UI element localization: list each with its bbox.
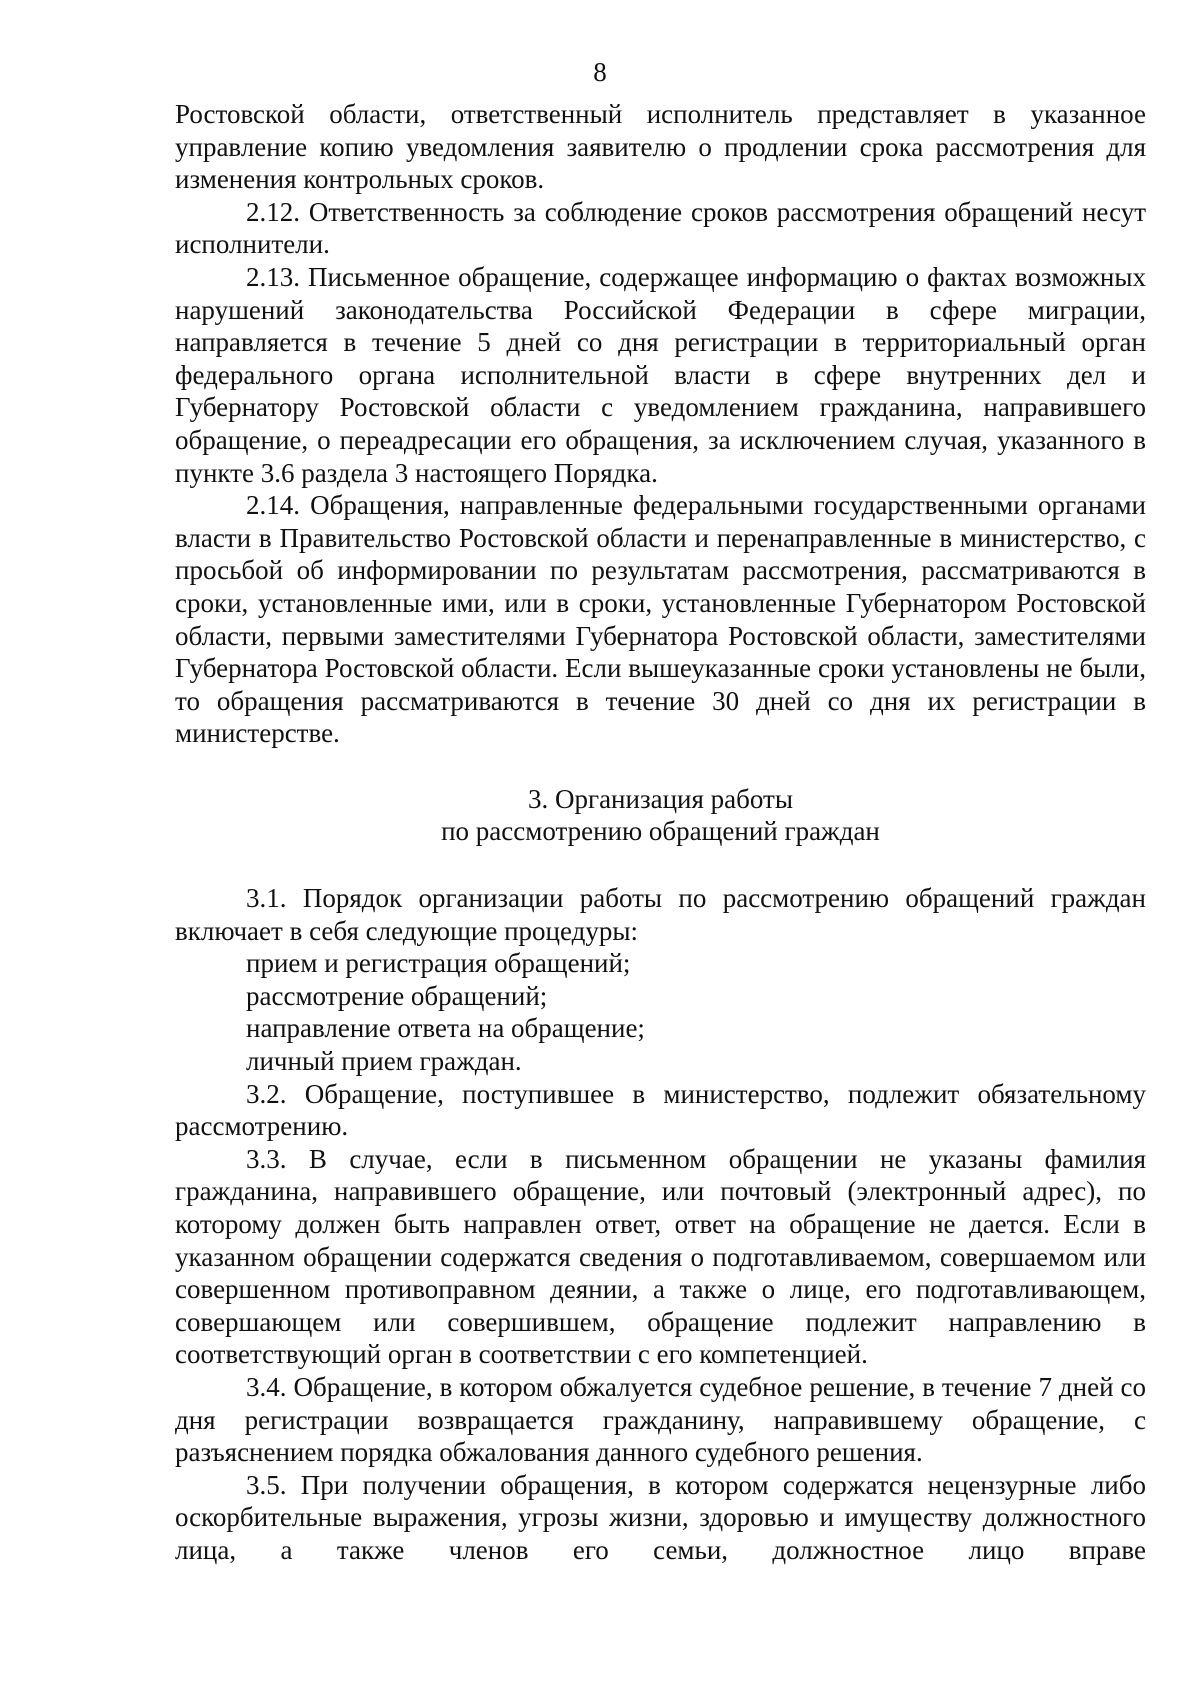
paragraph-3-1: 3.1. Порядок организации работы по рассмотрению обращений граждан включает в себя следующие процедуры:	[175, 883, 1146, 946]
page-number: 8	[593, 57, 607, 87]
paragraph-2-14: 2.14. Обращения, направленные федеральными государственными органами власти в Правительство Ростовской области и перенаправленные в министерство, с просьбой об информировании по результатам рассмотрения, рассматриваются в сроки, установленные ими, или в сроки, установленные Губернатором Ростовской области, первыми заместителями Губернатора Ростовской области, заместителями Губернатора Ростовской области. Если вышеуказанные сроки установлены не были, то обращения рассматриваются в течение 30 дней со дня их регистрации в министерстве.	[175, 490, 1146, 749]
paragraph-3-2: 3.2. Обращение, поступившее в министерство, подлежит обязательному рассмотрению.	[175, 1078, 1146, 1142]
paragraph-3-5: 3.5. При получении обращения, в котором содержатся нецензурные либо оскорбительные выражения, угрозы жизни, здоровью и имуществу должностного лица, а также членов его семьи, должностное лицо вправе	[175, 1469, 1146, 1565]
paragraph-intro-continuation: Ростовской области, ответственный исполнитель представляет в указанное управление копию уведомления заявителю о продлении срока рассмотрения для изменения контрольных сроков.	[175, 99, 1146, 195]
procedure-item: личный прием граждан.	[246, 1046, 522, 1077]
paragraph-2-13: 2.13. Письменное обращение, содержащее информацию о фактах возможных нарушений законодательства Российской Федерации в сфере миграции, направляется в течение 5 дней со дня регистрации в территориальный орган федерального органа исполнительной власти в сфере внутренних дел и Губернатору Ростовской области с уведомлением гражданина, направившего обращение, о переадресации его обращения, за исключением случая, указанного в пункте 3.6 раздела 3 настоящего Порядка.	[175, 261, 1146, 488]
paragraph-3-3: 3.3. В случае, если в письменном обращении не указаны фамилия гражданина, направившего обращение, или почтовый (электронный адрес), по которому должен быть направлен ответ, ответ на обращение не дается. Если в указанном обращении содержатся сведения о подготавливаемом, совершаемом или совершенном противоправном деянии, а также о лице, его подготавливающем, совершающем или совершившем, обращение подлежит направлению в соответствующий орган в соответствии с его компетенцией.	[175, 1143, 1146, 1370]
procedure-item: направление ответа на обращение;	[246, 1013, 645, 1044]
spacer	[175, 848, 1146, 882]
paragraph-2-12: 2.12. Ответственность за соблюдение сроков рассмотрения обращений несут исполнители.	[175, 196, 1146, 260]
spacer	[175, 750, 1146, 783]
paragraph-3-4: 3.4. Обращение, в котором обжалуется судебное решение, в течение 7 дней со дня регистрации возвращается гражданину, направившему обращение, с разъяснением порядка обжалования данного судебного решения.	[175, 1371, 1146, 1468]
document-body	[175, 98, 1146, 1567]
section-heading-line-2: по рассмотрению обращений граждан	[441, 816, 880, 847]
procedure-item: прием и регистрация обращений;	[246, 948, 631, 979]
section-heading-line-1: 3. Организация работы	[528, 783, 793, 814]
procedure-item: рассмотрение обращений;	[246, 980, 548, 1011]
